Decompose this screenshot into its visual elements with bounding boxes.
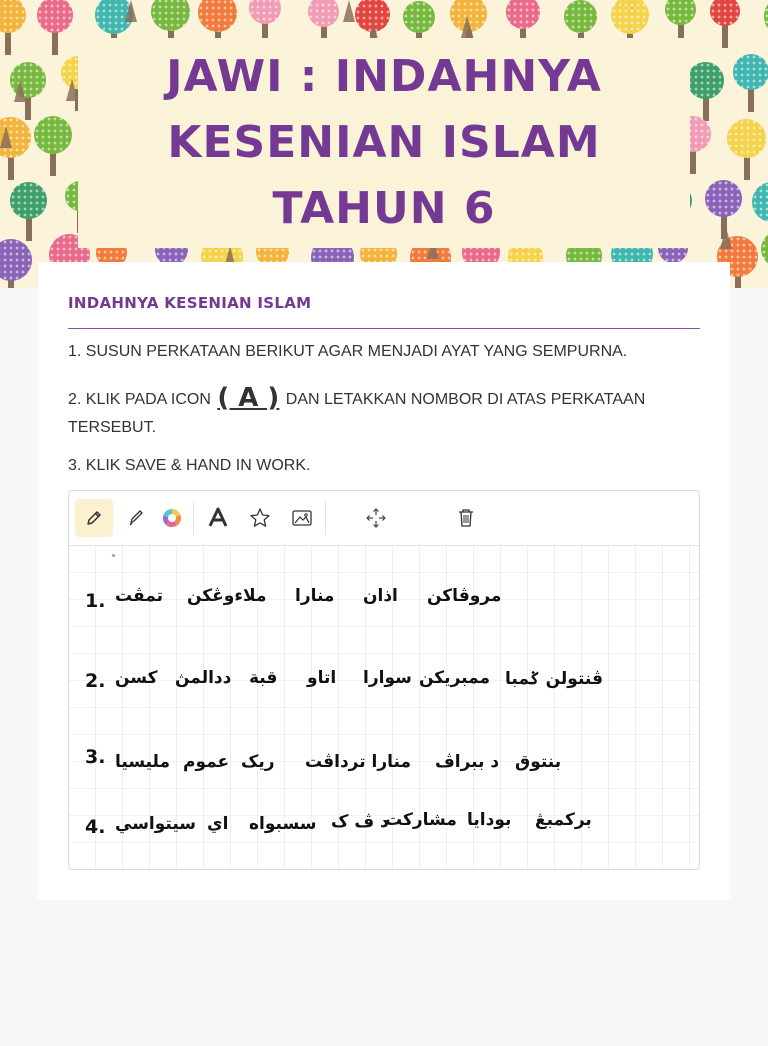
tree-decoration [761, 231, 768, 288]
content-card [38, 262, 730, 900]
word-tile[interactable]: سسبواه [249, 814, 317, 834]
text-tool-button[interactable] [199, 499, 237, 537]
tree-decoration [37, 0, 73, 55]
pencil-tool-button[interactable] [75, 499, 113, 537]
section-title: INDAHNYA KESENIAN ISLAM [68, 294, 312, 312]
trash-icon [456, 507, 476, 529]
branch-decoration [125, 0, 137, 22]
word-tile[interactable]: ممبريكن [419, 668, 491, 688]
tree-decoration [710, 0, 740, 48]
title-card [78, 38, 690, 248]
word-tile[interactable]: سيتواسي [115, 814, 196, 834]
branch-decoration [461, 16, 473, 38]
word-tile[interactable]: اذان [363, 586, 398, 606]
instruction-3: 3. KLIK SAVE & HAND IN WORK. [68, 457, 311, 474]
word-tile[interactable]: بركمبڠ [535, 810, 592, 830]
word-tile[interactable]: تمڤت [115, 586, 164, 606]
tree-decoration [764, 0, 768, 60]
sticker-tool-button[interactable] [241, 499, 279, 537]
word-tile[interactable]: مشاركت [385, 810, 457, 830]
word-tile[interactable]: ريک [241, 752, 275, 772]
word-tile[interactable]: د ڤ ک [331, 812, 389, 832]
word-tile[interactable]: اتاو [307, 668, 337, 688]
image-icon [291, 507, 313, 529]
word-tile[interactable]: د ببراڤ [435, 752, 500, 772]
word-tile[interactable]: بودايا [467, 810, 512, 830]
tree-decoration [34, 116, 72, 176]
word-tile[interactable]: مروڤاكن [427, 586, 502, 606]
row-number-1: 1. [85, 590, 106, 612]
move-icon [365, 507, 387, 529]
image-tool-button[interactable] [283, 499, 321, 537]
page-title-line-3: TAHUN 6 [272, 183, 496, 234]
header-banner [0, 0, 768, 288]
tree-decoration [0, 239, 32, 288]
tree-decoration [0, 0, 26, 55]
marker-tool-button[interactable] [117, 499, 155, 537]
toolbar-separator [193, 501, 194, 535]
drawing-toolbar [69, 491, 699, 546]
tree-decoration [727, 119, 766, 180]
word-tile[interactable]: عموم [183, 752, 230, 772]
word-tile[interactable]: كسن [115, 668, 158, 688]
branch-decoration [66, 79, 78, 101]
branch-decoration [14, 80, 26, 102]
word-tile[interactable]: مليسيا [115, 752, 171, 772]
instruction-2-tail: DAN LETAKKAN NOMBOR DI ATAS PERKATAAN TERSEBUT. [68, 391, 646, 436]
row-number-3: 3. [85, 746, 106, 768]
tree-decoration [733, 54, 768, 112]
text-icon [207, 507, 229, 529]
drawing-worksheet [68, 490, 700, 870]
pencil-icon [84, 508, 104, 528]
tree-decoration [687, 62, 724, 121]
word-tile[interactable]: بنتوق [515, 752, 562, 772]
word-tile[interactable]: ددالمڽ [175, 668, 232, 688]
row-number-2: 2. [85, 670, 106, 692]
row-number-4: 4. [85, 816, 106, 838]
branch-decoration [720, 227, 732, 249]
marker-icon [126, 508, 146, 528]
delete-button[interactable] [447, 499, 485, 537]
section-divider [68, 328, 700, 329]
color-picker-button[interactable] [153, 499, 191, 537]
move-tool-button[interactable] [357, 499, 395, 537]
branch-decoration [0, 126, 12, 148]
word-tile[interactable]: اي [207, 814, 229, 834]
instruction-1: 1. SUSUN PERKATAAN BERIKUT AGAR MENJADI AYAT YANG SEMPURNA. [68, 343, 628, 360]
text-tool-reference-icon: ( A ) [217, 383, 280, 413]
word-tile[interactable]: ڤنتولن ݢمبا [505, 669, 603, 689]
branch-decoration [343, 0, 355, 22]
page-title-line-1: JAWI : INDAHNYA [166, 51, 602, 102]
tree-decoration [10, 182, 47, 241]
star-icon [249, 507, 271, 529]
word-tile[interactable]: منارا ترداڤت [305, 752, 412, 772]
instruction-2 [68, 383, 708, 442]
page-title-line-2: KESENIAN ISLAM [167, 117, 601, 168]
word-tile[interactable]: قبة [249, 668, 278, 688]
toolbar-separator [325, 501, 326, 535]
canvas-mark [112, 554, 115, 557]
word-tile[interactable]: منارا [295, 586, 335, 606]
word-tile[interactable]: سوارا [363, 668, 412, 688]
instruction-2-lead: 2. KLIK PADA ICON [68, 391, 211, 408]
color-wheel-icon [161, 507, 183, 529]
drawing-canvas[interactable] [69, 546, 699, 869]
word-tile[interactable]: ملاءوڠكن [187, 586, 267, 606]
